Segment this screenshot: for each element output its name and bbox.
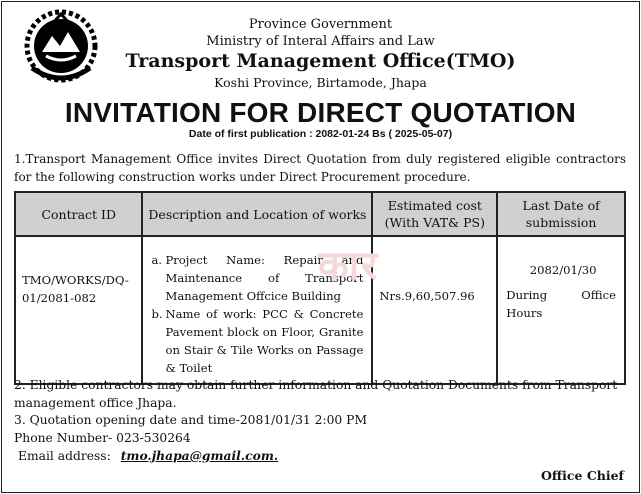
email-label: Email address: bbox=[18, 449, 111, 463]
list-item bbox=[151, 305, 363, 377]
header-address: Koshi Province, Birtamode, Jhapa bbox=[214, 75, 427, 90]
note-documents: 2. Eligible contractors may obtain further information and Quotation Documents from Transport management office Jhapa. bbox=[14, 378, 618, 410]
publication-date: Date of first publication : 2082-01-24 Bs ( 2025-05-07) bbox=[188, 128, 453, 140]
intro-paragraph: 1.Transport Management Office invites Direct Quotation from duly registered eligible contractors for the following construction works under Direct Procurement procedure. bbox=[14, 152, 626, 184]
header-description: Description and Location of works bbox=[142, 192, 372, 236]
header-ministry: Ministry of Interal Affairs and Law bbox=[206, 34, 435, 49]
header-office: Transport Management Office(TMO) bbox=[125, 50, 516, 72]
last-date-cell bbox=[497, 236, 625, 384]
work-name: Name of work: PCC & Concrete Pavement block on Floor, Granite on Stair & Tile Works on Passage & Toilet bbox=[165, 307, 364, 375]
watermark-icon: कार bbox=[318, 243, 380, 289]
signature: Office Chief bbox=[541, 468, 624, 483]
header-estimated-cost: Estimated cost (With VAT& PS) bbox=[372, 192, 497, 236]
note-email bbox=[18, 447, 630, 465]
list-marker-a: a. bbox=[151, 253, 163, 267]
last-date-value: 2082/01/30 bbox=[529, 263, 597, 277]
list-marker-b: b. bbox=[151, 307, 163, 321]
estimated-cost-cell: Nrs.9,60,507.96 bbox=[372, 236, 497, 384]
header-last-date: Last Date of submission bbox=[497, 192, 625, 236]
header-contract-id: Contract ID bbox=[15, 192, 142, 236]
header-province: Province Government bbox=[248, 17, 393, 32]
note-phone: Phone Number- 023-530264 bbox=[14, 431, 191, 445]
email-link[interactable]: tmo.jhapa@gmail.com. bbox=[120, 448, 279, 463]
notice-title: INVITATION FOR DIRECT QUOTATION bbox=[64, 97, 577, 128]
project-name: Project Name: Repair and Maintenance of Transport Management Offcice Building bbox=[165, 253, 364, 303]
note-opening-date: 3. Quotation opening date and time-2081/01/31 2:00 PM bbox=[14, 413, 368, 427]
contract-id-cell: TMO/WORKS/DQ-01/2081-082 bbox=[15, 236, 142, 384]
submission-hours: During Office Hours bbox=[506, 288, 616, 320]
table-header-row bbox=[15, 192, 625, 236]
